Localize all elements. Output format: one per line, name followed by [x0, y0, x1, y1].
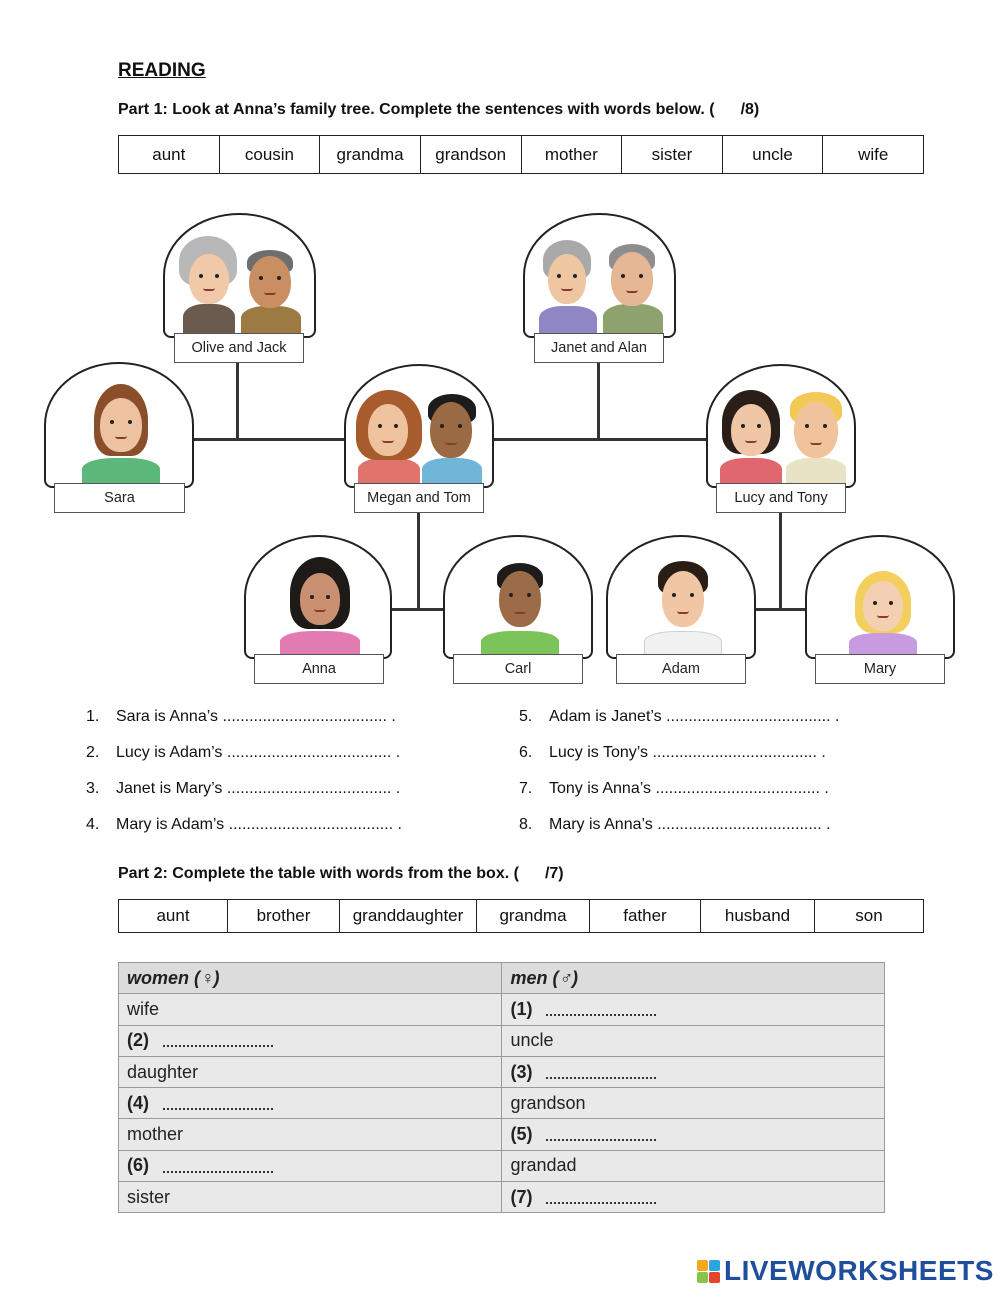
table-row: [119, 1056, 885, 1087]
word-box-item: cousin: [220, 136, 321, 173]
answer-number: (6): [127, 1155, 149, 1176]
megan-tom-portrait: [344, 364, 494, 488]
tree-connector: [417, 513, 420, 610]
logo-text: LIVEWORKSHEETS: [724, 1255, 994, 1286]
answer-number: (1): [510, 998, 533, 1019]
men-answer-cell[interactable]: [502, 1056, 885, 1087]
janet-alan-portrait: [523, 213, 676, 338]
sentence-text: Lucy is Adam’s ..................................... .: [116, 744, 401, 761]
sentence-text: Janet is Mary’s ..................................... .: [116, 780, 401, 797]
women-cell: wife: [119, 994, 502, 1025]
answer-blank[interactable]: [163, 1161, 273, 1173]
tree-connector: [236, 362, 239, 441]
table-row: [119, 1150, 885, 1181]
sentence-number: 3.: [86, 780, 100, 797]
answer-blank[interactable]: [546, 1067, 656, 1079]
lucy-tony-label: Lucy and Tony: [716, 483, 846, 513]
sentence-4: [86, 816, 402, 834]
men-cell: uncle: [502, 1025, 885, 1056]
header-men: men (♂): [502, 963, 885, 994]
part2-score: /7): [544, 865, 564, 882]
answer-number: (7): [510, 1186, 533, 1207]
family-words-table: [118, 962, 885, 1213]
megan-tom-label: Megan and Tom: [354, 483, 484, 513]
men-answer-cell[interactable]: [502, 994, 885, 1025]
mary-label: Mary: [815, 654, 945, 684]
women-answer-cell[interactable]: [119, 1150, 502, 1181]
men-cell: grandson: [502, 1088, 885, 1119]
men-answer-cell[interactable]: [502, 1119, 885, 1150]
part1-score: /8): [740, 101, 760, 118]
women-answer-cell[interactable]: [119, 1088, 502, 1119]
sentence-1: [86, 708, 396, 726]
table-row: [119, 1025, 885, 1056]
sentence-number: 7.: [519, 780, 533, 797]
anna-label: Anna: [254, 654, 384, 684]
carl-portrait: [443, 535, 593, 659]
answer-blank[interactable]: [163, 1035, 273, 1047]
table-row: [119, 1182, 885, 1213]
sentence-6: [519, 744, 826, 762]
part1-instruction-text: Part 1: Look at Anna’s family tree. Complete the sentences with words below. (: [118, 101, 715, 118]
word-box-item: brother: [228, 900, 340, 932]
word-box-item: uncle: [723, 136, 824, 173]
carl-label: Carl: [453, 654, 583, 684]
logo-blocks-icon: [697, 1260, 720, 1283]
word-box-item: aunt: [119, 136, 220, 173]
sentence-text: Adam is Janet’s ..................................... .: [549, 708, 840, 725]
sentence-number: 4.: [86, 816, 100, 833]
word-box-item: granddaughter: [340, 900, 477, 932]
answer-blank[interactable]: [546, 1129, 656, 1141]
men-answer-cell[interactable]: [502, 1182, 885, 1213]
word-box-item: grandma: [477, 900, 590, 932]
answer-number: (4): [127, 1092, 149, 1113]
adam-portrait: [606, 535, 756, 659]
sentence-text: Tony is Anna’s ..................................... .: [549, 780, 829, 797]
table-row: [119, 994, 885, 1025]
answer-blank[interactable]: [163, 1098, 273, 1110]
sentence-text: Sara is Anna’s ..................................... .: [116, 708, 396, 725]
liveworksheets-logo: [697, 1255, 994, 1287]
lucy-tony-portrait: [706, 364, 856, 488]
tree-connector: [755, 608, 807, 611]
tree-connector: [779, 513, 782, 610]
tree-connector: [388, 608, 446, 611]
sentence-text: Lucy is Tony’s ..................................... .: [549, 744, 826, 761]
sentence-3: [86, 780, 400, 798]
olive-jack-label: Olive and Jack: [174, 333, 304, 363]
sentence-number: 1.: [86, 708, 100, 725]
sentence-text: Mary is Anna’s ..................................... .: [549, 816, 831, 833]
anna-portrait: [244, 535, 392, 659]
table-row: [119, 1119, 885, 1150]
answer-number: (5): [510, 1124, 533, 1145]
answer-blank[interactable]: [546, 1004, 656, 1016]
part2-instruction: [118, 865, 564, 883]
sentence-number: 6.: [519, 744, 533, 761]
word-box-item: grandma: [320, 136, 421, 173]
sentence-number: 8.: [519, 816, 533, 833]
word-box-item: sister: [622, 136, 723, 173]
mary-portrait: [805, 535, 955, 659]
table-header-row: [119, 963, 885, 994]
part2-word-box: [118, 899, 924, 933]
word-box-item: grandson: [421, 136, 522, 173]
word-box-item: aunt: [119, 900, 228, 932]
sentence-number: 5.: [519, 708, 533, 725]
word-box-item: mother: [522, 136, 623, 173]
women-cell: mother: [119, 1119, 502, 1150]
sentence-number: 2.: [86, 744, 100, 761]
olive-jack-portrait: [163, 213, 316, 338]
women-cell: sister: [119, 1182, 502, 1213]
sentence-5: [519, 708, 839, 726]
word-box-item: father: [590, 900, 701, 932]
women-answer-cell[interactable]: [119, 1025, 502, 1056]
janet-alan-label: Janet and Alan: [534, 333, 664, 363]
adam-label: Adam: [616, 654, 746, 684]
word-box-item: son: [855, 906, 883, 925]
part2-instruction-text: Part 2: Complete the table with words from the box. (: [118, 865, 519, 882]
header-women: women (♀): [119, 963, 502, 994]
tree-connector: [492, 438, 710, 441]
women-cell: daughter: [119, 1056, 502, 1087]
sentence-8: [519, 816, 831, 834]
men-cell: grandad: [502, 1150, 885, 1181]
sentence-text: Mary is Adam’s ..................................... .: [116, 816, 402, 833]
tree-connector: [597, 362, 600, 441]
table-row: [119, 1088, 885, 1119]
sara-label: Sara: [54, 483, 185, 513]
answer-blank[interactable]: [546, 1192, 656, 1204]
sara-portrait: [44, 362, 194, 488]
answer-number: (2): [127, 1030, 149, 1051]
word-box-item: wife: [858, 144, 889, 164]
tree-connector: [192, 438, 352, 441]
sentence-7: [519, 780, 829, 798]
sentence-2: [86, 744, 400, 762]
page-heading: READING: [118, 60, 206, 81]
word-box-item: husband: [701, 900, 815, 932]
answer-number: (3): [510, 1061, 533, 1082]
